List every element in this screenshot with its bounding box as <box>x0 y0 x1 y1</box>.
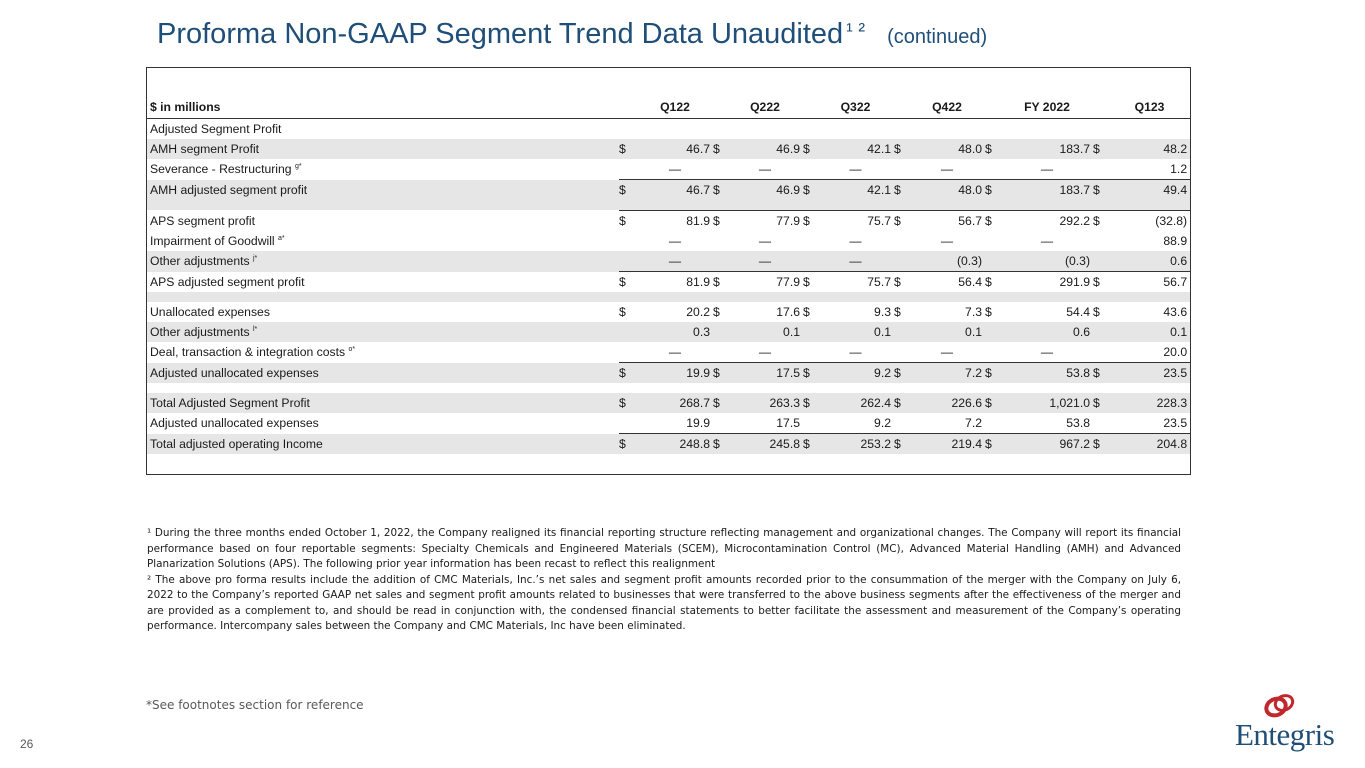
dollar-sign-cell: $ <box>1093 211 1109 232</box>
value-cell: 245.8 <box>727 434 803 455</box>
table-row <box>147 434 1190 455</box>
row-label <box>147 231 619 251</box>
value-cell: 20.0 <box>1163 345 1188 359</box>
dollar-sign-cell: $ <box>985 434 1001 455</box>
row-label <box>147 302 619 322</box>
dollar-sign-cell: $ <box>619 180 637 201</box>
dollar-sign-cell: $ <box>985 139 1001 159</box>
value-cell: — <box>1040 162 1054 176</box>
value-cell: 20.2 <box>686 305 710 319</box>
page-title-main: Proforma Non-GAAP Segment Trend Data Unaudited <box>157 18 844 50</box>
value-cell: — <box>758 345 772 359</box>
value-cell: — <box>758 162 772 176</box>
table-header-row <box>147 96 1190 119</box>
row-label-text: Severance - Restructuring <box>150 162 292 177</box>
dollar-sign-cell <box>1093 159 1109 180</box>
row-label <box>147 363 619 384</box>
value-cell: 0.1 <box>1109 322 1190 342</box>
dollar-sign-cell: $ <box>803 211 817 232</box>
table-row <box>147 159 1190 180</box>
value-cell: 228.3 <box>1109 393 1190 413</box>
value-cell: 967.2 <box>1001 434 1093 455</box>
table-row <box>147 322 1190 342</box>
value-cell: 268.7 <box>637 393 713 413</box>
dollar-sign-cell: $ <box>619 272 637 293</box>
dollar-sign-cell <box>619 251 637 272</box>
dollar-sign-cell <box>713 251 727 272</box>
dollar-sign-cell <box>803 342 817 363</box>
dollar-sign-cell <box>1093 322 1109 342</box>
dollar-sign-cell: $ <box>803 139 817 159</box>
dollar-sign-cell <box>985 251 1001 272</box>
dollar-sign-cell: $ <box>1093 434 1109 455</box>
dollar-sign-cell: $ <box>713 180 727 201</box>
dollar-sign-cell: $ <box>985 305 992 319</box>
value-cell: — <box>727 251 803 272</box>
dollar-sign-cell <box>803 251 817 272</box>
dollar-sign-cell <box>803 322 817 342</box>
row-label-text: Adjusted unallocated expenses <box>150 365 319 380</box>
value-cell: — <box>849 162 862 176</box>
table-row <box>147 393 1190 413</box>
dollar-sign-cell: $ <box>803 272 817 293</box>
entegris-logo <box>1230 717 1350 761</box>
footnote-ref: o* <box>348 346 356 354</box>
row-label <box>147 434 619 455</box>
dollar-sign-cell: $ <box>619 363 637 384</box>
value-cell: 183.7 <box>1001 180 1093 201</box>
row-label-text: Other adjustments <box>150 254 250 269</box>
value-cell: 291.9 <box>1001 272 1093 293</box>
row-label <box>147 139 619 159</box>
dollar-sign-cell: $ <box>894 272 909 293</box>
value-cell: 7.2 <box>909 363 985 384</box>
spacer-row <box>147 200 1190 211</box>
row-label-text: APS segment profit <box>150 213 255 228</box>
dollar-sign-cell: $ <box>985 272 1001 293</box>
dollar-sign-cell: $ <box>713 272 727 293</box>
dollar-sign-cell: $ <box>713 434 727 455</box>
value-cell: — <box>1040 345 1054 359</box>
value-cell: 56.4 <box>909 272 985 293</box>
value-cell: 183.7 <box>1001 139 1093 159</box>
dollar-sign-cell <box>985 322 1001 342</box>
row-label-text: Other adjustments <box>150 325 250 339</box>
value-cell: — <box>1040 234 1054 248</box>
value-cell: 23.5 <box>1163 416 1188 430</box>
value-cell: — <box>849 345 862 359</box>
dollar-sign-cell <box>713 159 727 180</box>
dollar-sign-cell: $ <box>619 305 626 319</box>
dollar-sign-cell <box>894 251 909 272</box>
row-label-text: Adjusted unallocated expenses <box>150 416 319 431</box>
value-cell: 56.7 <box>909 211 985 232</box>
value-cell: 0.1 <box>817 322 894 342</box>
value-cell: 17.5 <box>727 363 803 384</box>
page-title-superscript: ¹ ² <box>846 20 866 42</box>
dollar-sign-cell <box>619 322 637 342</box>
dollar-sign-cell: $ <box>985 211 1001 232</box>
dollar-sign-cell: $ <box>985 180 1001 201</box>
value-cell: 77.9 <box>727 272 803 293</box>
header-cell: FY 2022 <box>1001 96 1093 119</box>
dollar-sign-cell: $ <box>1093 393 1109 413</box>
value-cell: 42.1 <box>817 139 894 159</box>
dollar-sign-cell: $ <box>619 139 637 159</box>
value-cell: — <box>758 234 772 248</box>
value-cell: 43.6 <box>1163 305 1188 319</box>
value-cell: (32.8) <box>1109 211 1190 232</box>
row-label <box>147 342 619 363</box>
header-cell: Q322 <box>817 96 894 119</box>
footnotes <box>147 526 1181 635</box>
row-label <box>147 393 619 413</box>
dollar-sign-cell: $ <box>1093 305 1100 319</box>
value-cell: 23.5 <box>1109 363 1190 384</box>
dollar-sign-cell <box>713 231 727 251</box>
page-title-continued: (continued) <box>887 26 988 48</box>
row-label <box>147 211 619 232</box>
data-table <box>147 68 1190 454</box>
value-cell: — <box>668 345 682 359</box>
value-cell: 226.6 <box>909 393 985 413</box>
dollar-sign-cell: $ <box>803 180 817 201</box>
value-cell: 204.8 <box>1109 434 1190 455</box>
header-cell: Q123 <box>1109 96 1190 119</box>
value-cell: — <box>817 251 894 272</box>
dollar-sign-cell <box>894 322 909 342</box>
table-row <box>147 251 1190 272</box>
see-footnotes-note: *See footnotes section for reference <box>146 698 364 712</box>
row-label-text: APS adjusted segment profit <box>150 274 305 289</box>
value-cell: — <box>940 234 954 248</box>
dollar-sign-cell <box>803 413 817 434</box>
value-cell: 7.2 <box>965 416 982 430</box>
value-cell: — <box>849 234 862 248</box>
page-number: 26 <box>20 737 34 751</box>
dollar-sign-cell: $ <box>713 305 720 319</box>
dollar-sign-cell: $ <box>894 139 909 159</box>
value-cell: 17.6 <box>776 305 800 319</box>
segment-trend-table <box>146 67 1191 475</box>
value-cell: 9.2 <box>817 363 894 384</box>
footnote-ref: l* <box>252 325 258 333</box>
value-cell: 49.4 <box>1109 180 1190 201</box>
value-cell: 19.9 <box>637 363 713 384</box>
value-cell: 0.6 <box>1001 322 1093 342</box>
header-cell: Q122 <box>637 96 713 119</box>
value-cell: (0.3) <box>909 251 985 272</box>
row-label-text: Deal, transaction & integration costs <box>150 345 346 360</box>
row-label <box>147 159 619 180</box>
dollar-sign-cell <box>1093 342 1109 363</box>
value-cell: 77.9 <box>727 211 803 232</box>
dollar-sign-cell: $ <box>1093 139 1109 159</box>
value-cell: 253.2 <box>817 434 894 455</box>
dollar-sign-cell <box>713 342 727 363</box>
value-cell: 48.0 <box>909 139 985 159</box>
value-cell: 56.7 <box>1109 272 1190 293</box>
dollar-sign-cell <box>985 413 1001 434</box>
value-cell: 81.9 <box>637 272 713 293</box>
value-cell: 7.3 <box>965 305 982 319</box>
value-cell: 248.8 <box>637 434 713 455</box>
value-cell: 9.3 <box>874 305 891 319</box>
value-cell: 54.4 <box>1066 305 1090 319</box>
table-row <box>147 231 1190 251</box>
table-row <box>147 413 1190 434</box>
dollar-sign-cell <box>1093 231 1109 251</box>
value-cell: 46.9 <box>727 180 803 201</box>
dollar-sign-cell <box>619 413 637 434</box>
value-cell: 0.1 <box>909 322 985 342</box>
value-cell: — <box>940 162 954 176</box>
value-cell: 1.2 <box>1170 162 1188 176</box>
dollar-sign-cell: $ <box>894 434 909 455</box>
dollar-sign-cell <box>713 413 727 434</box>
value-cell: 53.8 <box>1001 363 1093 384</box>
value-cell: 48.0 <box>909 180 985 201</box>
dollar-sign-cell <box>803 231 817 251</box>
dollar-sign-cell: $ <box>1093 272 1109 293</box>
header-cell: Q222 <box>727 96 803 119</box>
dollar-sign-cell <box>894 159 909 180</box>
row-label <box>147 272 619 293</box>
dollar-sign-cell: $ <box>894 211 909 232</box>
logo-wordmark: Entegris <box>1235 717 1335 752</box>
header-cell: $ in millions <box>147 96 619 119</box>
value-cell: — <box>940 345 954 359</box>
dollar-sign-cell: $ <box>1093 180 1109 201</box>
spacer-row <box>147 383 1190 393</box>
footnote-2: ² The above pro forma results include the addition of CMC Materials, Inc.’s net sales and segment profit amounts recorded prior to the consummation of the merger with the Company on July 6, 2022 to the Company’s reported GAAP net sales and segment profit amounts related to businesses that were transferred to the above business segments after the effectiveness of the merger and are provided as a complement to, and should be read in conjunction with, the condensed financial statements to better facilitate the assessment and measurement of the Company’s operating performance. Intercompany sales between the Company and CMC Materials, Inc have been eliminated. <box>147 573 1181 632</box>
dollar-sign-cell: $ <box>803 363 817 384</box>
dollar-sign-cell: $ <box>619 393 637 413</box>
value-cell: 53.8 <box>1066 416 1090 430</box>
value-cell: 46.7 <box>637 139 713 159</box>
row-label-text: AMH segment Profit <box>150 142 260 156</box>
value-cell: 88.9 <box>1163 234 1188 248</box>
value-cell: 19.9 <box>686 416 710 430</box>
value-cell: 1,021.0 <box>1001 393 1093 413</box>
dollar-sign-cell <box>985 342 1001 363</box>
section-label: Adjusted Segment Profit <box>150 122 282 136</box>
spacer-row <box>147 292 1190 302</box>
value-cell: 0.1 <box>727 322 803 342</box>
value-cell: 0.3 <box>637 322 713 342</box>
table-row <box>147 211 1190 232</box>
row-label-text: Total adjusted operating Income <box>150 436 323 451</box>
row-label-text: Total Adjusted Segment Profit <box>150 396 310 410</box>
dollar-sign-cell <box>985 231 1001 251</box>
value-cell: 46.9 <box>727 139 803 159</box>
dollar-sign-cell <box>619 231 637 251</box>
dollar-sign-cell <box>985 159 1001 180</box>
row-label <box>147 413 619 434</box>
dollar-sign-cell: $ <box>803 393 817 413</box>
dollar-sign-cell <box>713 322 727 342</box>
dollar-sign-cell <box>619 342 637 363</box>
footnote-ref: a* <box>278 234 285 242</box>
header-cell: Q422 <box>909 96 985 119</box>
dollar-sign-cell <box>894 231 909 251</box>
value-cell: 75.7 <box>817 211 894 232</box>
value-cell: 81.9 <box>637 211 713 232</box>
page-title <box>157 18 987 51</box>
value-cell: — <box>668 162 682 176</box>
footnote-1: ¹ During the three months ended October 1, 2022, the Company realigned its financial reporting structure reflecting management and organizational changes. The Company will report its financial performance based on four reportable segments: Specialty Chemicals and Engineered Materials (SCEM), Microcontamination Control (MC), Advanced Material Handling (AMH) and Advanced Planarization Solutions (APS). The following prior year information has been recast to reflect this realignment <box>147 527 1181 570</box>
row-label-text: Unallocated expenses <box>150 305 270 319</box>
dollar-sign-cell: $ <box>713 363 727 384</box>
dollar-sign-cell <box>1093 251 1109 272</box>
value-cell: 48.2 <box>1109 139 1190 159</box>
row-label <box>147 180 619 201</box>
dollar-sign-cell: $ <box>619 434 637 455</box>
dollar-sign-cell: $ <box>894 363 909 384</box>
table-row <box>147 272 1190 293</box>
dollar-sign-cell: $ <box>894 393 909 413</box>
dollar-sign-cell <box>894 413 909 434</box>
row-label-text: Impairment of Goodwill <box>150 234 275 248</box>
dollar-sign-cell: $ <box>1093 363 1109 384</box>
value-cell: 292.2 <box>1001 211 1093 232</box>
dollar-sign-cell: $ <box>713 393 727 413</box>
value-cell: — <box>637 251 713 272</box>
value-cell: 9.2 <box>874 416 891 430</box>
value-cell: 262.4 <box>817 393 894 413</box>
dollar-sign-cell: $ <box>985 393 1001 413</box>
table-row <box>147 302 1190 322</box>
dollar-sign-cell: $ <box>894 180 909 201</box>
table-row <box>147 139 1190 159</box>
table-row <box>147 363 1190 384</box>
value-cell: (0.3) <box>1001 251 1093 272</box>
value-cell: 42.1 <box>817 180 894 201</box>
row-label <box>147 251 619 272</box>
dollar-sign-cell: $ <box>803 434 817 455</box>
row-label-text: AMH adjusted segment profit <box>150 182 308 197</box>
dollar-sign-cell <box>803 159 817 180</box>
value-cell: 219.4 <box>909 434 985 455</box>
value-cell: 263.3 <box>727 393 803 413</box>
row-label <box>147 322 619 342</box>
dollar-sign-cell: $ <box>713 139 727 159</box>
table-row <box>147 180 1190 201</box>
dollar-sign-cell: $ <box>803 305 810 319</box>
dollar-sign-cell: $ <box>619 211 637 232</box>
value-cell: 46.7 <box>637 180 713 201</box>
dollar-sign-cell <box>894 342 909 363</box>
value-cell: — <box>668 234 682 248</box>
footnote-ref: g* <box>294 163 302 171</box>
dollar-sign-cell <box>619 159 637 180</box>
dollar-sign-cell <box>1093 413 1109 434</box>
value-cell: 75.7 <box>817 272 894 293</box>
dollar-sign-cell: $ <box>894 305 901 319</box>
table-row <box>147 342 1190 363</box>
section-row <box>147 119 1190 140</box>
value-cell: 0.6 <box>1109 251 1190 272</box>
footnote-ref: j* <box>252 255 258 263</box>
dollar-sign-cell: $ <box>713 211 727 232</box>
value-cell: 17.5 <box>776 416 800 430</box>
dollar-sign-cell: $ <box>985 363 1001 384</box>
